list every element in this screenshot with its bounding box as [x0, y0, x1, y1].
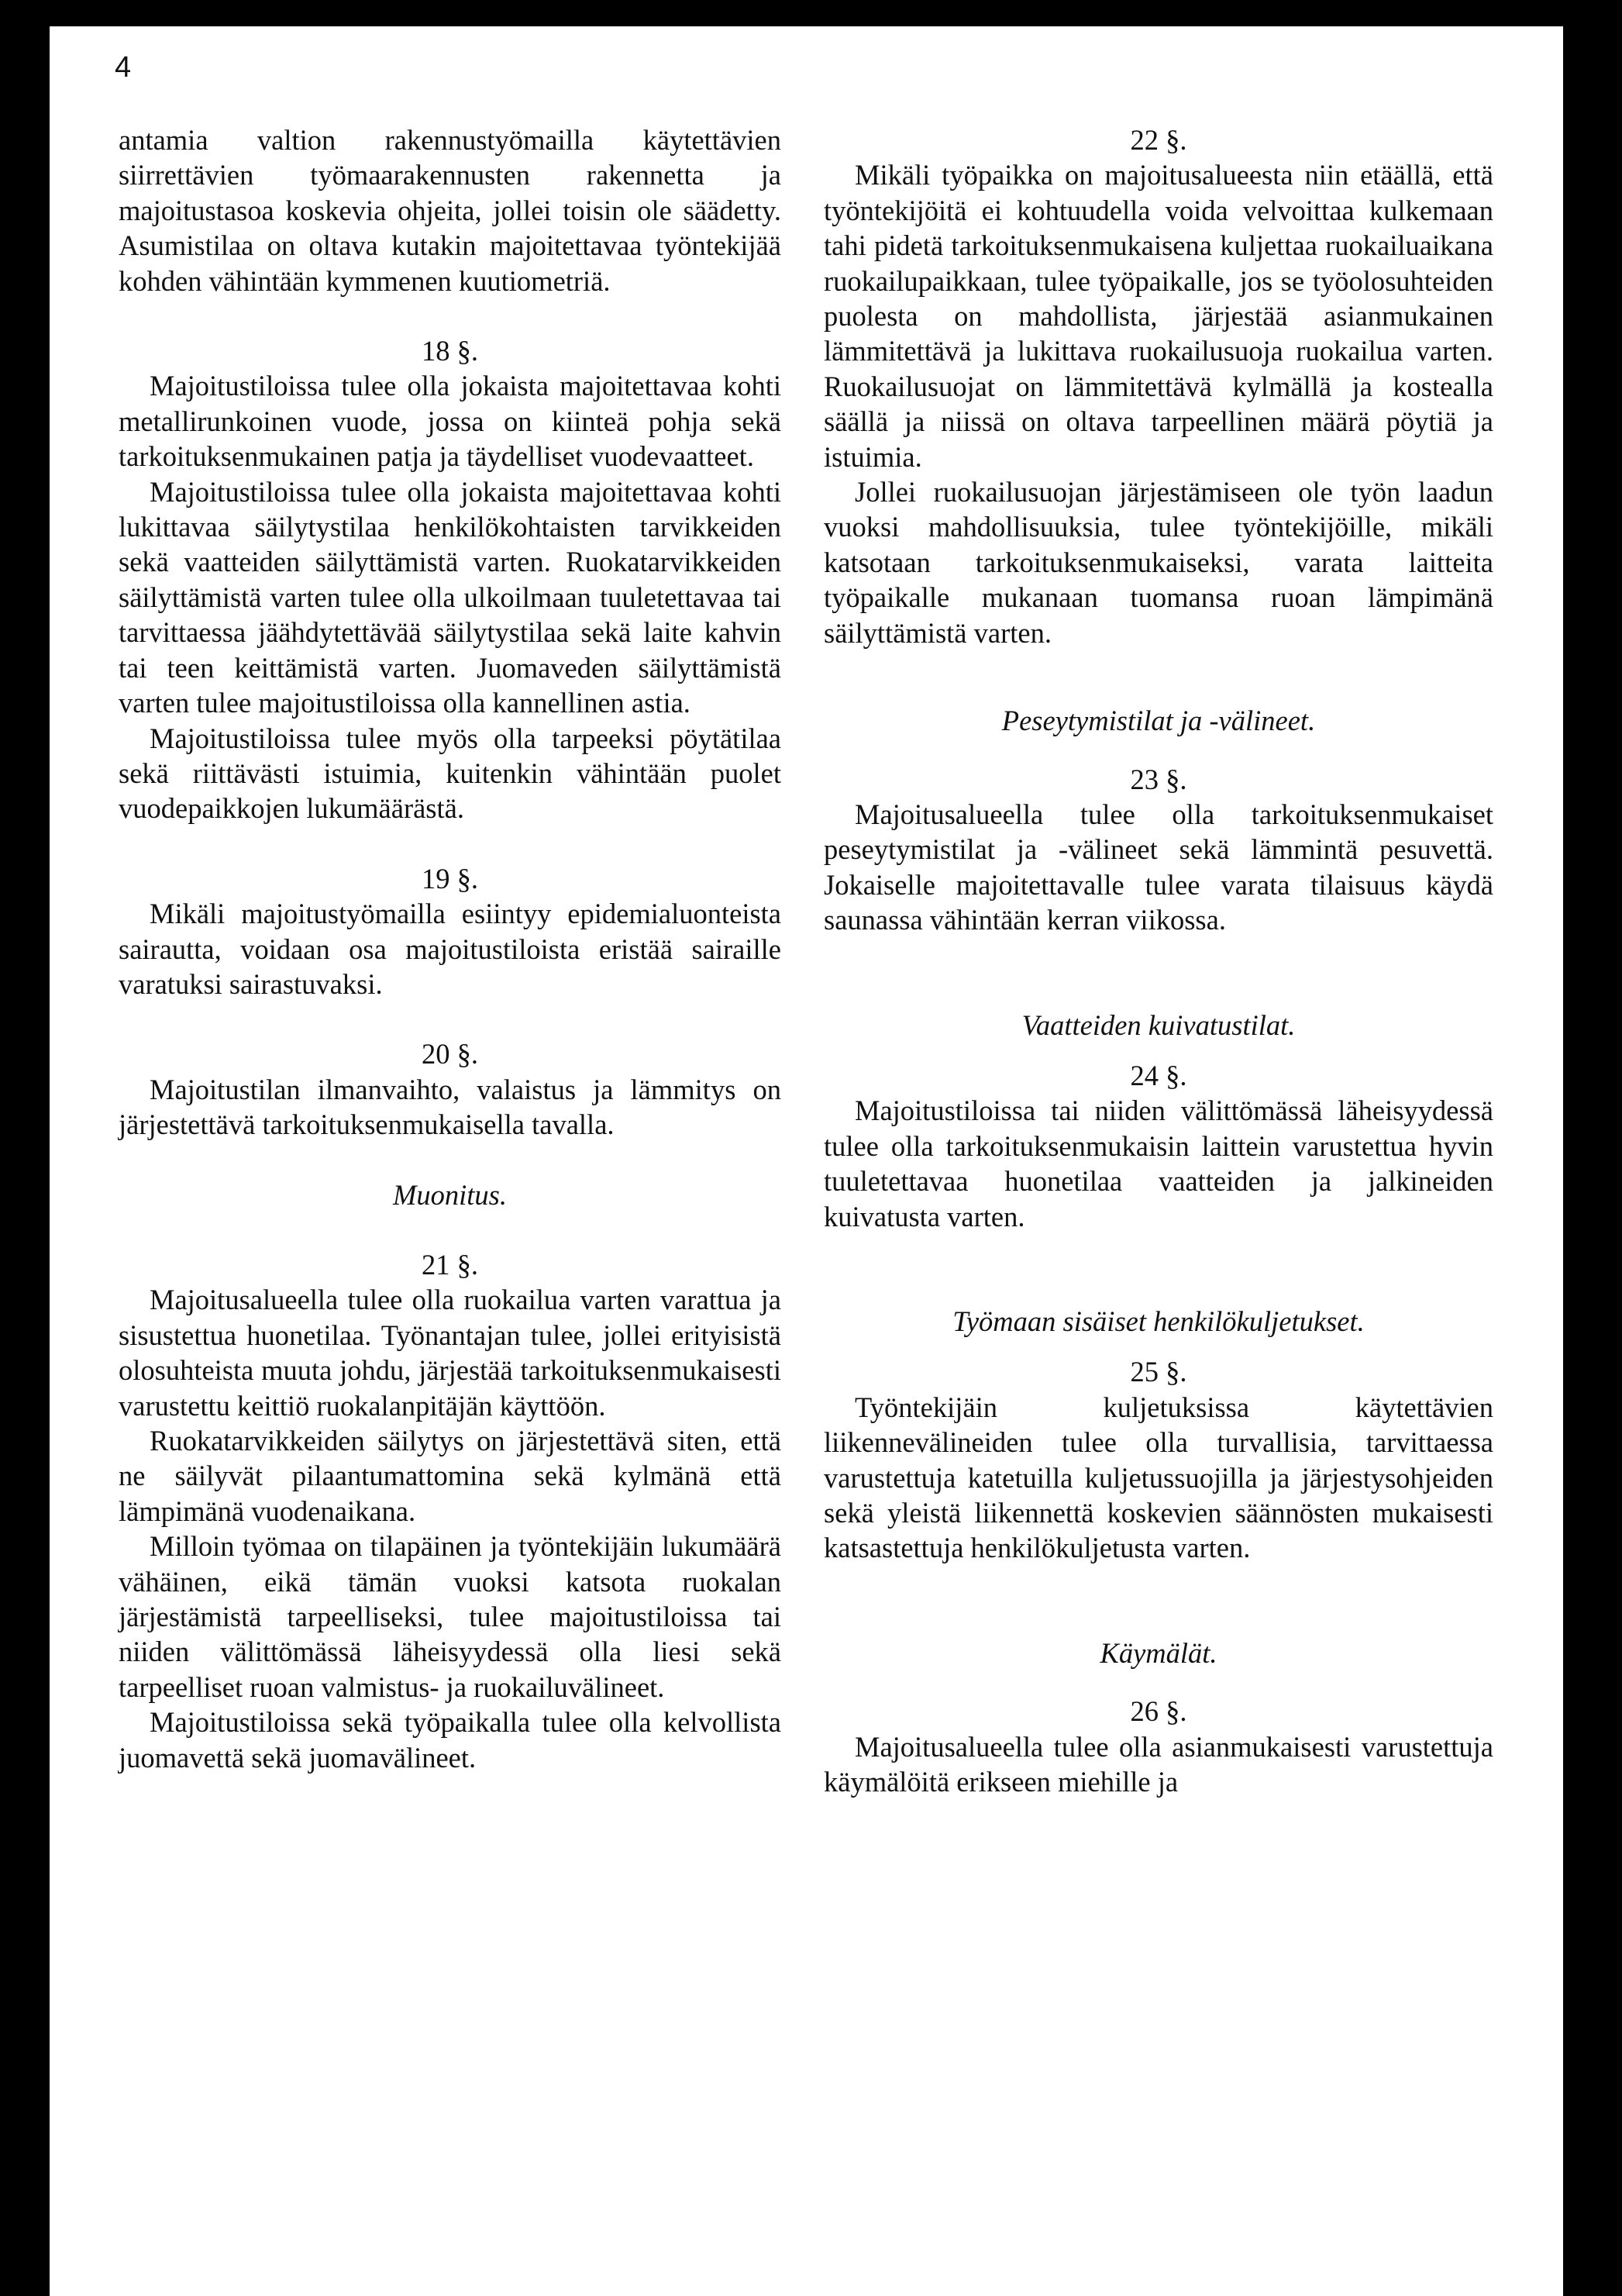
section-number: 23 §. [1130, 763, 1187, 795]
left-column [119, 122, 781, 1775]
section-number: 22 §. [1130, 124, 1187, 156]
section-number: 26 §. [1130, 1695, 1187, 1728]
paragraph: Majoitustiloissa tulee myös olla tarpeeksi pöytätilaa sekä riittävästi istuimia, kuitenkin vähintään puolet vuodepaikkojen lukumäärästä. [119, 722, 781, 825]
section-heading: Peseytymistilat ja -välineet. [1001, 705, 1316, 737]
section-heading: Käymälät. [1100, 1636, 1217, 1669]
paragraph: Milloin työmaa on tilapäinen ja työntekijäin lukumäärä vähäinen, eikä tämän vuoksi katsota ruokalan järjestämistä tarpeelliseksi, tulee majoitustiloissa tai niiden välittömässä läheisyydessä olla liesi sekä tarpeelliset ruoan valmistus- ja ruokailuvälineet. [119, 1530, 781, 1703]
section-number: 18 §. [422, 335, 478, 367]
section-number: 21 §. [422, 1248, 478, 1281]
page-number: 4 [115, 51, 132, 84]
section-number: 24 §. [1130, 1059, 1187, 1091]
paragraph: Majoitustiloissa tulee olla jokaista majoitettavaa kohti lukittavaa säilytystilaa henkilökohtaisten tarvikkeiden sekä vaatteiden säilyttämistä varten. Ruokatarvikkeiden säilyttämistä varten tulee olla ulkoilmaan tuuletettavaa tai tarvittaessa jäähdytettävää säilytystilaa sekä laite kahvin tai teen keittämistä varten. Juomaveden säilyttämistä varten tulee majoitustiloissa olla kannellinen astia. [119, 475, 781, 719]
paragraph: Mikäli työpaikka on majoitusalueesta niin etäällä, että työntekijöitä ei kohtuudella voida velvoittaa kulkemaan tahi pidetä tarkoituksenmukaisena kuljettaa ruokailuaikana ruokailupaikkaan, tulee työpaikalle, jos se työolosuhteiden puolesta on mahdollista, järjestää asianmukainen lämmitettävä ja lukittava ruokailusuoja ruokailua varten. Ruokailusuojat on lämmitettävä kylmällä ja kostealla säällä ja niissä on oltava tarpeellinen määrä pöytiä ja istuimia. [824, 159, 1493, 473]
paragraph: Majoitustiloissa tai niiden välittömässä läheisyydessä tulee olla tarkoituksenmukaisin laittein varustettua hyvin tuuletettavaa huonetilaa vaatteiden ja jalkineiden kuivatusta varten. [824, 1095, 1493, 1232]
section-heading: Vaatteiden kuivatustilat. [1021, 1008, 1296, 1041]
paragraph: antamia valtion rakennustyömailla käytettävien siirrettävien työmaarakennusten rakennetta ja majoitustasoa koskevia ohjeita, jollei toisin ole säädetty. Asumistilaa on oltava kutakin majoitettavaa työntekijää kohden vähintään kymmenen kuutiometriä. [119, 124, 781, 297]
paragraph: Majoitusalueella tulee olla tarkoituksenmukaiset peseytymistilat ja -välineet sekä lämmintä pesuvettä. Jokaiselle majoitettavalle tulee varata tilaisuus käydä saunassa vähintään kerran viikossa. [824, 798, 1493, 936]
paragraph: Majoitustiloissa tulee olla jokaista majoitettavaa kohti metallirunkoinen vuode, jossa on kiinteä pohja sekä tarkoituksenmukainen patja ja täydelliset vuodevaatteet. [119, 370, 781, 473]
section-number: 20 §. [422, 1038, 478, 1070]
paragraph: Majoitusalueella tulee olla asianmukaisesti varustettuja käymälöitä erikseen miehille ja [824, 1730, 1493, 1798]
section-number: 19 §. [422, 862, 478, 895]
section-number: 25 §. [1130, 1356, 1187, 1388]
right-column [824, 122, 1493, 1799]
section-heading: Muonitus. [392, 1178, 508, 1211]
scan-border [1563, 26, 1622, 2296]
paragraph: Ruokatarvikkeiden säilytys on järjestettävä siten, että ne säilyvät pilaantumattomina sekä kylmänä että lämpimänä vuodenaikana. [119, 1425, 781, 1527]
paragraph: Työntekijäin kuljetuksissa käytettävien liikennevälineiden tulee olla turvallisia, tarvittaessa varustettuja katetuilla kuljetussuojilla ja järjestysohjeiden sekä yleistä liikennettä koskevien säännösten mukaisesti katsastettuja henkilökuljetusta varten. [824, 1391, 1493, 1564]
paragraph: Majoitusalueella tulee olla ruokailua varten varattua ja sisustettua huonetilaa. Työnantajan tulee, jollei erityisistä olosuhteista muuta johdu, järjestää tarkoituksenmukaisesti varustettu keittiö ruokalanpitäjän käyttöön. [119, 1284, 781, 1422]
section-heading: Työmaan sisäiset henkilökuljetukset. [952, 1305, 1365, 1337]
paragraph: Mikäli majoitustyömailla esiintyy epidemialuonteista sairautta, voidaan osa majoitustiloista eristää sairaille varatuksi sairastuvaksi. [119, 898, 781, 1000]
paragraph: Majoitustilan ilmanvaihto, valaistus ja lämmitys on järjestettävä tarkoituksenmukaisella tavalla. [119, 1073, 781, 1141]
paragraph: Majoitustiloissa sekä työpaikalla tulee olla kelvollista juomavettä sekä juomavälineet. [119, 1706, 781, 1774]
paragraph: Jollei ruokailusuojan järjestämiseen ole työn laadun vuoksi mahdollisuuksia, tulee työntekijöille, mikäli katsotaan tarkoituksenmukaiseksi, varata laitteita työpaikalle mukanaan tuomansa ruoan lämpimänä säilyttämistä varten. [824, 476, 1493, 649]
